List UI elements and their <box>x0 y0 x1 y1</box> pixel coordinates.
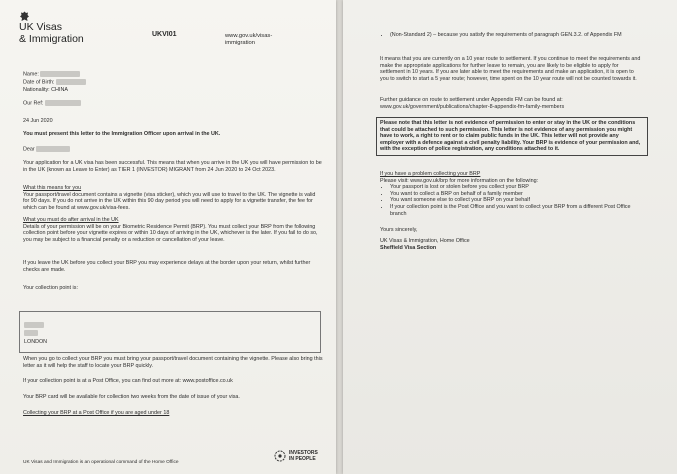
para-post-office: If your collection point is at a Post Office, you can find out more at: www.postoffice.co.uk <box>23 378 233 384</box>
website-address <box>225 33 272 47</box>
closing: Yours sincerely, <box>380 227 418 233</box>
collection-city: LONDON <box>24 339 48 345</box>
heading-after-arrival: What you must do after arrival in the UK <box>23 217 119 223</box>
para-further-guidance: Further guidance on route to settlement under Appendix FM can be found at: www.gov.uk/government/publications/chapter-8-appendix-fm-family-members <box>380 97 565 110</box>
redacted-name <box>40 71 80 77</box>
para-vignette: Your passport/travel document contains a vignette (visa sticker), which you will use to travel to the UK. The vignette is valid for 90 days. If you do not arrive in the UK within this 90 day period you will need to apply for a vignette transfer, the fee for which can be found at www.gov.uk/visa-fees. <box>23 191 316 211</box>
para-delay: If you leave the UK before you collect your BRP you may experience delays at the border upon your return, whilst further checks are made. <box>23 260 311 273</box>
website-line2: immigration <box>225 40 255 46</box>
nonstandard-list <box>380 32 645 39</box>
dob-label: Date of Birth: <box>23 79 55 86</box>
website-line1: www.gov.uk/visas- <box>225 33 273 39</box>
collection-point-box <box>19 311 321 353</box>
para-availability: Your BRP card will be available for collection two weeks from the date of issue of your visa. <box>23 394 240 400</box>
name-label: Name: <box>23 71 39 78</box>
link-under-18[interactable]: Collecting your BRP at a Post Office if you are aged under 18 <box>23 410 170 416</box>
present-notice: You must present this letter to the Immigration Officer upon arrival in the UK. <box>23 131 221 137</box>
para-success: Your application for a UK visa has been successful. This means that when you arrive in the UK you will have permission to be in the UK (known as Leave to Enter) as TIER 1 (INVESTOR) MIGRANT from 24 Jun 2020 to 24 Oct 2023. <box>23 160 322 173</box>
para-10-year-route: It means that you are currently on a 10 year route to settlement. If you continue to meet the requirements and make the appropriate applications for further leave to remain, you are likely to be eligible to apply for settlement in 10 years. If you are later able to meet the requirements and make an application, it is open to you to switch to start a 5 year route; however, time spent on the 10 year route will not be counted towards it. <box>380 56 641 82</box>
iip-line1: INVESTORS <box>289 450 318 456</box>
warning-box: Please note that this letter is not evidence of permission to enter or stay in the UK or the conditions that could be attached to such permission. This letter is not evidence of any permission you might have to work, a right to rent or to claim public funds in the UK. This letter will not provide any employer with a defence against a civil penalty liability. Your BRP is evidence of your permission and, with the exception of police registration, any conditions attached to it. <box>376 117 648 156</box>
investors-in-people-logo <box>289 451 318 462</box>
dear-label: Dear <box>23 146 35 153</box>
problem-list <box>380 184 648 217</box>
para-bring-passport: When you go to collect your BRP you must bring your passport/travel document containing the vignette. Please also bring this letter as it will help the staff to locate your BRP quickly. <box>23 356 323 369</box>
list-item: • Your passport is lost or stolen before you collect your BRP <box>390 184 648 191</box>
salutation <box>23 146 70 153</box>
redacted-ref <box>45 100 81 106</box>
list-item: • You want someone else to collect your BRP on your behalf <box>390 197 648 204</box>
list-item: • (Non-Standard 2) – because you satisfy the requirements of paragraph GEN.3.2. of Appendix FM <box>390 32 645 39</box>
letter-page-2 <box>343 0 677 474</box>
redacted-address-line2 <box>24 330 38 336</box>
redacted-recipient <box>36 146 70 152</box>
letter-page-1 <box>0 0 336 474</box>
letter-date: 24 Jun 2020 <box>23 118 53 124</box>
list-item: • You want to collect a BRP on behalf of a family member <box>390 191 648 198</box>
letter-ref-code: UKVI01 <box>152 31 177 38</box>
heading-what-this-means: What this means for you <box>23 185 82 191</box>
collection-point-label: Your collection point is: <box>23 285 78 291</box>
list-item: • If your collection point is the Post Office and you want to collect your BRP from a different Post Office branch <box>390 204 648 217</box>
logo-line2: & Immigration <box>19 32 84 45</box>
redacted-address-line1 <box>24 322 44 328</box>
para-after-arrival: Details of your permission will be on your Biometric Residence Permit (BRP). You must collect your BRP from the following collection point before your vignette expires or within 10 days of arriving in the UK, whichever is the later. If you fail to do so, you may be subject to a financial penalty or a reduction or cancellation of your leave. <box>23 223 318 243</box>
section-name: Sheffield Visa Section <box>380 244 437 251</box>
nationality-field: Nationality: CHINA <box>23 86 68 93</box>
ukvi-logo <box>19 22 84 45</box>
investors-in-people-icon <box>274 450 286 462</box>
redacted-dob <box>56 79 86 85</box>
problem-intro: Please visit: www.gov.uk/brp for more information on the following: <box>380 177 539 184</box>
footer-note: UK Visas and Immigration is an operational command of the Home Office <box>23 460 179 465</box>
ref-label: Our Ref: <box>23 100 44 107</box>
problem-heading: If you have a problem collecting your BRP <box>380 171 481 177</box>
iip-line2: IN PEOPLE <box>289 455 316 462</box>
logo-line1: UK Visas <box>19 21 62 33</box>
recipient-fields <box>23 71 86 108</box>
signoff: UK Visas & Immigration, Home Office <box>380 238 470 244</box>
